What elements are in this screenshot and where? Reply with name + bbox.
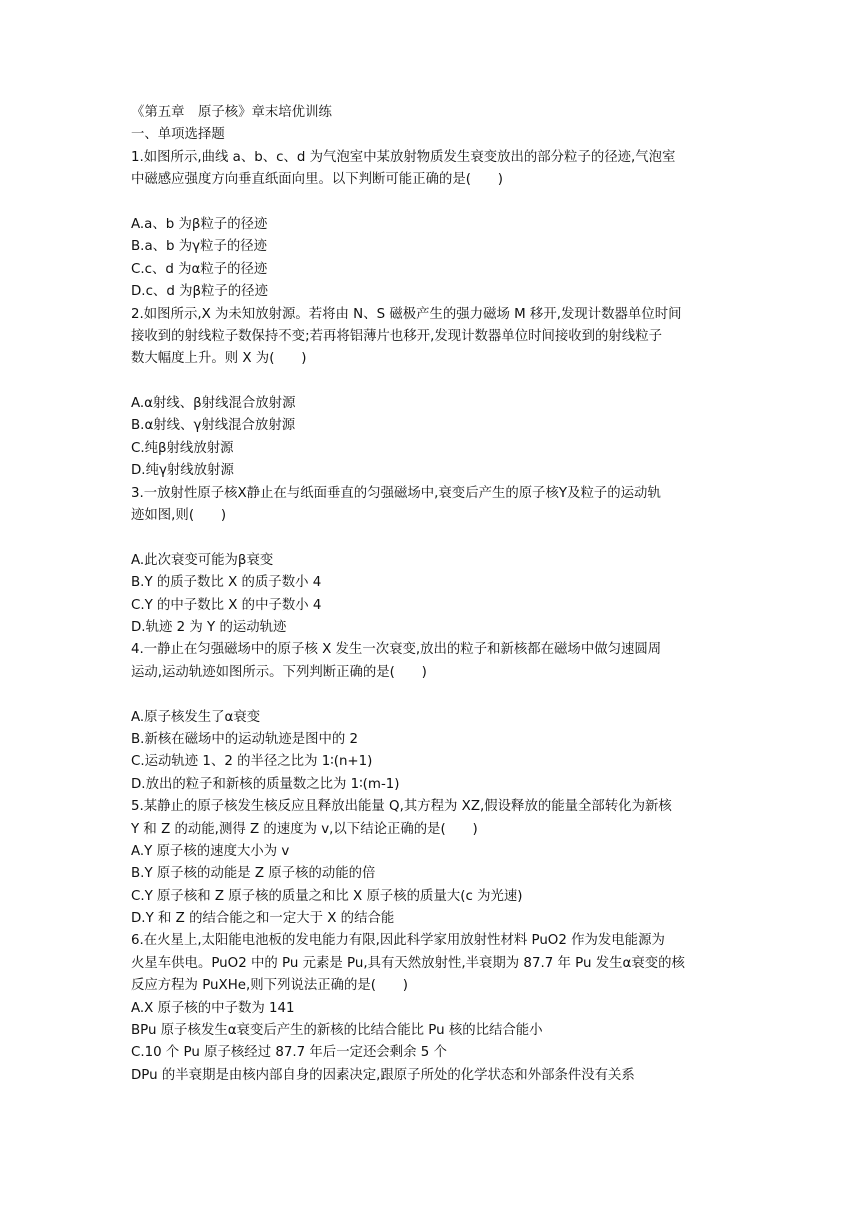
- question-1: [131, 147, 731, 304]
- option-b: BPu 原子核发生α衰变后产生的新核的比结合能比 Pu 核的比结合能小: [131, 1023, 543, 1039]
- question-stem-line: 接收到的射线粒子数保持不变;若再将铝薄片也移开,发现计数器单位时间接收到的射线粒子: [131, 328, 662, 344]
- option-c: C.Y 原子核和 Z 原子核的质量之和比 X 原子核的质量大(c 为光速): [131, 888, 523, 904]
- question-stem-line: Y 和 Z 的动能,测得 Z 的速度为 v,以下结论正确的是( ): [131, 821, 478, 837]
- figure-gap: [131, 192, 731, 214]
- figure-gap: [131, 684, 731, 706]
- option-d: D.Y 和 Z 的结合能之和一定大于 X 的结合能: [131, 911, 395, 927]
- question-3: [131, 483, 731, 640]
- question-stem-line: 1.如图所示,曲线 a、b、c、d 为气泡室中某放射物质发生衰变放出的部分粒子的径迹,气泡室: [131, 149, 676, 165]
- option-d: D.放出的粒子和新核的质量数之比为 1∶(m-1): [131, 776, 400, 792]
- question-stem-line: 2.如图所示,X 为未知放射源。若将由 N、S 磁极产生的强力磁场 M 移开,发现计数器单位时间: [131, 306, 682, 322]
- option-a: A.Y 原子核的速度大小为 v: [131, 843, 290, 859]
- option-c: C.纯β射线放射源: [131, 440, 234, 456]
- question-stem-line: 4.一静止在匀强磁场中的原子核 X 发生一次衰变,放出的粒子和新核都在磁场中做匀速圆周: [131, 642, 662, 658]
- question-stem-line: 6.在火星上,太阳能电池板的发电能力有限,因此科学家用放射性材料 PuO2 作为发电能源为: [131, 933, 665, 949]
- option-a: A.X 原子核的中子数为 141: [131, 1000, 295, 1016]
- option-b: B.α射线、γ射线混合放射源: [131, 418, 296, 434]
- figure-gap: [131, 371, 731, 393]
- option-c: C.Y 的中子数比 X 的中子数小 4: [131, 597, 322, 613]
- figure-gap: [131, 527, 731, 549]
- question-stem-line: 反应方程为 PuXHe,则下列说法正确的是( ): [131, 978, 409, 994]
- option-d: D.c、d 为β粒子的径迹: [131, 284, 268, 300]
- option-a: A.原子核发生了α衰变: [131, 709, 261, 725]
- option-d: D.纯γ射线放射源: [131, 463, 234, 479]
- section-heading: 一、单项选择题: [131, 127, 225, 143]
- option-b: B.a、b 为γ粒子的径迹: [131, 239, 268, 255]
- question-2: [131, 304, 731, 483]
- question-4: [131, 639, 731, 796]
- document-title: 《第五章 原子核》章末培优训练: [131, 105, 332, 120]
- option-b: B.新核在磁场中的运动轨迹是图中的 2: [131, 731, 359, 747]
- question-stem-line: 5.某静止的原子核发生核反应且释放出能量 Q,其方程为 XZ,假设释放的能量全部转化为新核: [131, 799, 672, 815]
- document-body: [131, 102, 731, 1087]
- question-5: [131, 796, 731, 930]
- question-6: [131, 930, 731, 1087]
- option-a: A.a、b 为β粒子的径迹: [131, 216, 268, 232]
- question-stem-line: 迹如图,则( ): [131, 508, 227, 524]
- question-stem-line: 3.一放射性原子核X静止在与纸面垂直的匀强磁场中,衰变后产生的原子核Y及粒子的运动轨: [131, 485, 661, 501]
- option-c: C.运动轨迹 1、2 的半径之比为 1∶(n+1): [131, 754, 373, 770]
- option-b: B.Y 原子核的动能是 Z 原子核的动能的倍: [131, 866, 376, 882]
- option-b: B.Y 的质子数比 X 的质子数小 4: [131, 575, 322, 591]
- question-stem-line: 中磁感应强度方向垂直纸面向里。以下判断可能正确的是( ): [131, 172, 503, 188]
- option-d: DPu 的半衰期是由核内部自身的因素决定,跟原子所处的化学状态和外部条件没有关系: [131, 1067, 635, 1083]
- option-a: A.此次衰变可能为β衰变: [131, 552, 274, 568]
- question-stem-line: 火星车供电。PuO2 中的 Pu 元素是 Pu,具有天然放射性,半衰期为 87.7 年 Pu 发生α衰变的核: [131, 955, 685, 971]
- option-c: C.10 个 Pu 原子核经过 87.7 年后一定还会剩余 5 个: [131, 1045, 447, 1061]
- option-d: D.轨迹 2 为 Y 的运动轨迹: [131, 619, 287, 635]
- option-a: A.α射线、β射线混合放射源: [131, 396, 296, 412]
- question-stem-line: 数大幅度上升。则 X 为( ): [131, 351, 307, 367]
- option-c: C.c、d 为α粒子的径迹: [131, 261, 268, 277]
- question-stem-line: 运动,运动轨迹如图所示。下列判断正确的是( ): [131, 664, 427, 680]
